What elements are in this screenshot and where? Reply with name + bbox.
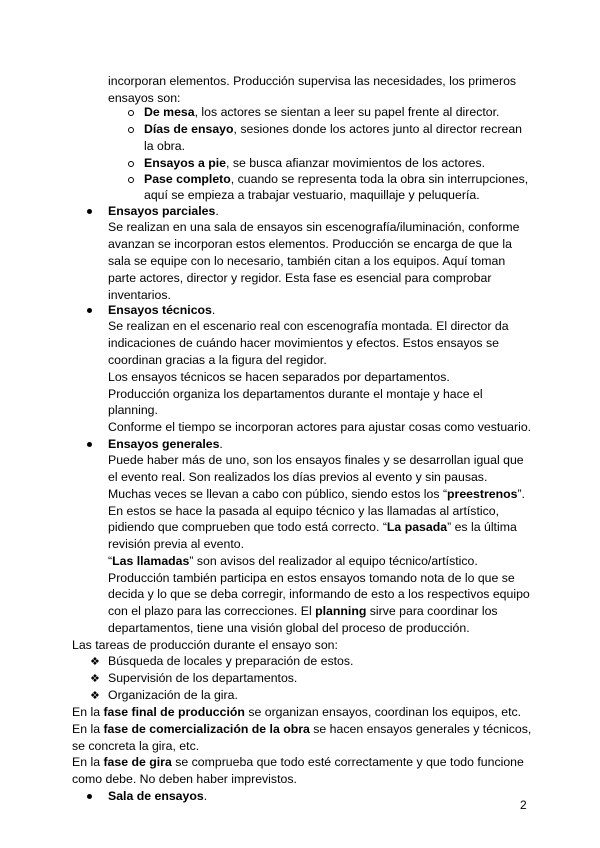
paragraph-line: En estos se hace la pasada al equipo técnico y las llamadas al artístico, — [108, 504, 499, 518]
paragraph-line: como debe. No deben haber imprevistos. — [72, 772, 297, 786]
list-item — [144, 121, 522, 138]
text: se organizan ensayos, coordinan los equipos, etc. — [244, 705, 522, 719]
paragraph-line: Producción organiza los departamentos durante el montaje y hace el — [108, 387, 483, 401]
paragraph-line: parte actores, director y regidor. Esta fase es esencial para comprobar — [108, 271, 492, 285]
punct: . — [211, 303, 216, 317]
term-bold: Pase completo — [144, 172, 231, 186]
list-item-continuation: aquí se empieza a trabajar vestuario, maquillaje y peluquería. — [144, 188, 480, 202]
paragraph-line: Producción también participa en estos ensayos tomando nota de lo que se — [108, 571, 515, 585]
text: ” son avisos del realizador al equipo técnico/artístico. — [189, 554, 478, 568]
term-bold: De mesa — [144, 105, 195, 119]
section-heading-sala — [108, 788, 207, 805]
text: En la — [72, 705, 104, 719]
item-text: , se busca afianzar movimientos de los actores. — [226, 156, 486, 170]
term-bold: planning — [315, 604, 367, 618]
punct: . — [203, 789, 208, 803]
list-item-continuation: la obra. — [144, 139, 186, 153]
list-item: Búsqueda de locales y preparación de estos. — [108, 654, 354, 668]
paragraph-line: inventarios. — [108, 288, 171, 302]
intro-line-1: incorporan elementos. Producción supervisa las necesidades, los primeros — [108, 74, 517, 88]
term-bold: Ensayos técnicos — [108, 303, 212, 317]
text: En la — [72, 722, 104, 736]
text: ” es la última — [447, 520, 517, 534]
page-number: 2 — [520, 798, 527, 812]
diamond-bullet-icon: ❖ — [90, 673, 100, 685]
paragraph-line — [72, 721, 531, 738]
section-heading-generales — [108, 436, 223, 453]
text: ”. — [517, 487, 525, 501]
paragraph-line: sala se equipe con lo necesario, también citan a los equipos. Aquí toman — [108, 254, 506, 268]
term-bold: Las llamadas — [112, 554, 190, 568]
text: con el plazo para las correcciones. El — [108, 604, 316, 618]
paragraph-line: Conforme el tiempo se incorporan actores para ajustar cosas como vestuario. — [108, 420, 532, 434]
intro-line-2: ensayos son: — [108, 91, 181, 105]
list-item: Supervisión de los departamentos. — [108, 671, 298, 685]
term-bold: fase de gira — [103, 755, 172, 769]
paragraph-line: avanzan se incorporan estos elementos. Producción se encarga de que la — [108, 237, 513, 251]
item-text: , cuando se representa toda la obra sin interrupciones, — [230, 172, 529, 186]
list-item — [144, 155, 485, 172]
paragraph-line — [108, 519, 517, 536]
paragraph-line: indicaciones de cuándo hacer movimientos y efectos. Estos ensayos se — [108, 336, 499, 350]
text: se hacen ensayos generales y técnicos, — [309, 722, 532, 736]
paragraph-line — [108, 486, 525, 503]
paragraph-line: planning. — [108, 403, 158, 417]
paragraph-line — [108, 553, 478, 570]
paragraph-line: departamentos, tiene una visión global del proceso de producción. — [108, 621, 470, 635]
term-bold: fase de comercialización de la obra — [103, 722, 310, 736]
term-bold: Ensayos a pie — [144, 156, 227, 170]
paragraph-line — [108, 603, 498, 620]
paragraph-line — [72, 754, 524, 771]
paragraph-line: Se realizan en el escenario real con escenografía montada. El director da — [108, 319, 509, 333]
paragraph-line — [72, 704, 521, 721]
text: pidiendo que comprueben que todo está correcto. “ — [108, 520, 387, 534]
paragraph-line: Los ensayos técnicos se hacen separados por departamentos. — [108, 370, 450, 384]
text: se comprueba que todo esté correctamente y que todo funcione — [171, 755, 524, 769]
item-text: , los actores se sientan a leer su papel frente al director. — [194, 105, 500, 119]
section-heading-parciales — [108, 203, 219, 220]
section-heading-tecnicos — [108, 302, 215, 319]
paragraph-line: revisión previa al evento. — [108, 537, 245, 551]
term-bold: Sala de ensayos — [108, 789, 204, 803]
list-item — [144, 171, 528, 188]
term-bold: La pasada — [386, 520, 448, 534]
text: “ — [108, 554, 113, 568]
punct: . — [215, 204, 219, 218]
item-text: , sesiones donde los actores junto al director recrean — [233, 122, 523, 136]
paragraph-line: Se realizan en una sala de ensayos sin escenografía/iluminación, conforme — [108, 220, 520, 234]
term-bold: Ensayos generales — [108, 437, 220, 451]
list-item: Organización de la gira. — [108, 688, 238, 702]
paragraph-line: se concreta la gira, etc. — [72, 739, 200, 753]
paragraph-line: coordinan gracias a la figura del regidor. — [108, 353, 327, 367]
paragraph-line: el evento real. Son realizados los días previos al evento y sin pausas. — [108, 470, 488, 484]
text: sirve para coordinar los — [366, 604, 498, 618]
text: Muchas veces se llevan a cabo con público, siendo estos los “ — [108, 487, 448, 501]
tareas-heading: Las tareas de producción durante el ensayo son: — [72, 638, 338, 652]
term-bold: Ensayos parciales — [108, 204, 216, 218]
term-bold: preestrenos — [447, 487, 518, 501]
list-item — [144, 104, 499, 121]
paragraph-line: Puede haber más de uno, son los ensayos finales y se desarrollan igual que — [108, 453, 524, 467]
term-bold: fase final de producción — [103, 705, 245, 719]
diamond-bullet-icon: ❖ — [90, 656, 100, 668]
diamond-bullet-icon: ❖ — [90, 690, 100, 702]
paragraph-line: decida y lo que se deba corregir, informando de esto a los respectivos equipo — [108, 587, 530, 601]
punct: . — [219, 437, 223, 451]
text: En la — [72, 755, 104, 769]
term-bold: Días de ensayo — [144, 122, 234, 136]
